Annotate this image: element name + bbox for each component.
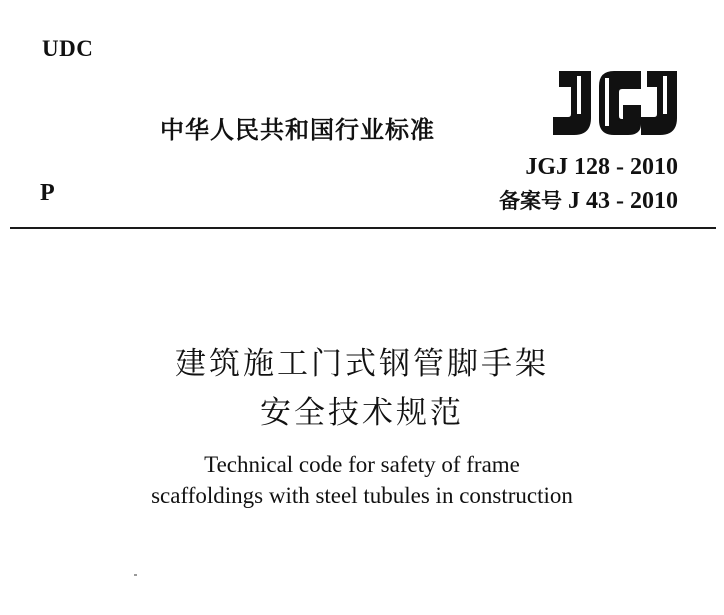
standard-category: 中华人民共和国行业标准 [160, 116, 435, 144]
standard-code: JGJ 128 - 2010 [525, 154, 678, 180]
chinese-title-line-2: 安全技术规范 [260, 395, 464, 431]
chinese-title-line-1: 建筑施工门式钢管脚手架 [175, 346, 549, 382]
jgj-logo [548, 68, 680, 140]
scan-speck [134, 574, 137, 576]
record-number [499, 185, 678, 215]
header-divider [10, 227, 716, 229]
record-prefix: 备案号 [499, 189, 562, 213]
classification-label: P [40, 180, 55, 206]
english-title-line-1: Technical code for safety of frame [204, 452, 520, 477]
record-code: J 43 - 2010 [568, 188, 678, 214]
english-title-line-2: scaffoldings with steel tubules in construction [151, 483, 573, 508]
udc-label: UDC [42, 36, 94, 61]
